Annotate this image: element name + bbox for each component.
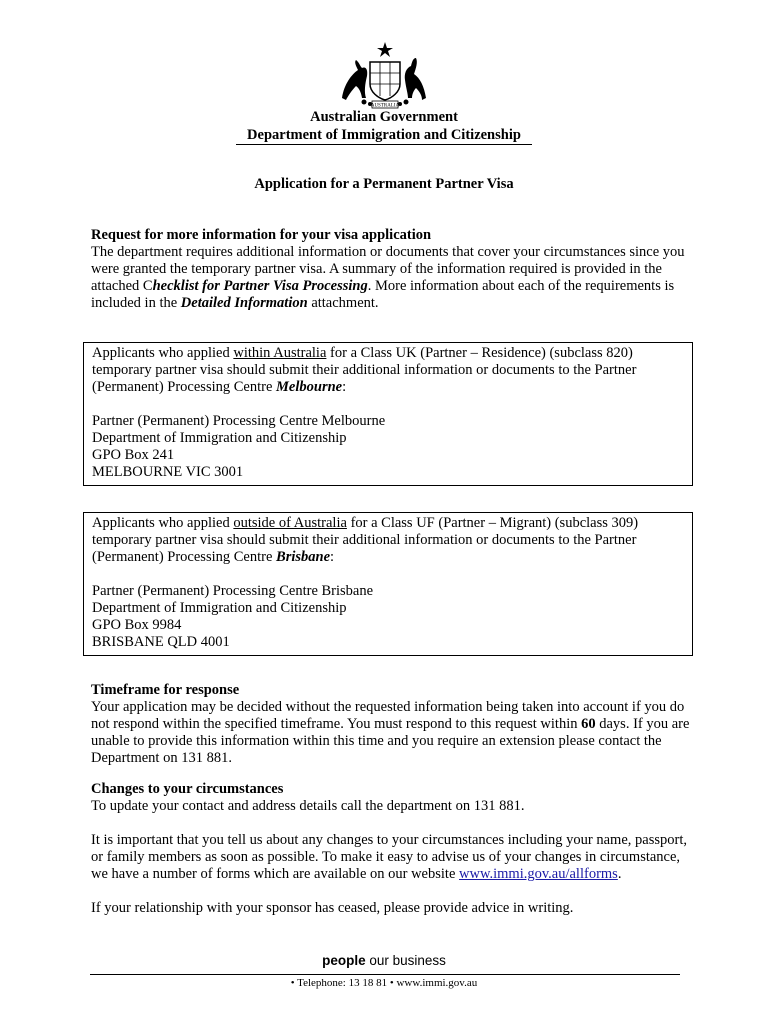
changes-heading: Changes to your circumstances xyxy=(91,781,284,797)
sponsor-ceased-paragraph: If your relationship with your sponsor has ceased, please provide advice in writing. xyxy=(91,900,574,916)
allforms-link[interactable]: www.immi.gov.au/allforms xyxy=(459,866,618,882)
government-name: Australian Government xyxy=(310,109,458,125)
timeframe-section xyxy=(91,682,691,767)
brisbane-address-line: BRISBANE QLD 4001 xyxy=(92,634,230,650)
request-section xyxy=(91,227,691,312)
melbourne-address-line: Department of Immigration and Citizenship xyxy=(92,430,347,446)
crest-motto: AUSTRALIA xyxy=(370,103,400,109)
response-days: 60 xyxy=(581,716,596,732)
changes-paragraph: It is important that you tell us about any changes to your circumstances including your name, passport, or family members as soon as possible. To make it easy to advise us of your changes in circumstance, we have a number of forms which are available on our website www.immi.gov.au/allforms. xyxy=(91,832,687,882)
brisbane-address-line: Partner (Permanent) Processing Centre Brisbane xyxy=(92,583,374,599)
brisbane-address-line: Department of Immigration and Citizenship xyxy=(92,600,347,616)
melbourne-box xyxy=(83,342,693,486)
footer-contact: • Telephone: 13 18 81 • www.immi.gov.au xyxy=(290,977,478,989)
footer-brand: people our business xyxy=(322,953,446,968)
brisbane-intro: Applicants who applied outside of Australia for a Class UF (Partner – Migrant) (subclass 309) temporary partner visa should submit their additional information or documents to the Partner (Permanent) Processing Centre Brisbane: xyxy=(92,515,639,565)
request-heading: Request for more information for your visa application xyxy=(91,227,432,243)
footer-divider xyxy=(90,974,680,975)
brisbane-address-line: GPO Box 9984 xyxy=(92,617,182,633)
melbourne-address-line: Partner (Permanent) Processing Centre Melbourne xyxy=(92,413,386,429)
melbourne-address-line: GPO Box 241 xyxy=(92,447,175,463)
changes-contact-line: To update your contact and address details call the department on 131 881. xyxy=(91,798,525,814)
document-title: Application for a Permanent Partner Visa xyxy=(254,176,514,192)
checklist-title: hecklist for Partner Visa Processing xyxy=(152,278,368,294)
coat-of-arms-icon xyxy=(334,40,436,110)
detailed-info-title: Detailed Information xyxy=(180,295,308,311)
request-paragraph: The department requires additional information or documents that cover your circumstances since you were granted the temporary partner visa. A summary of the information required is provided in the attached Checklist for Partner Visa Processing. More information about each of the requirements is included in the Detailed Information attachment. xyxy=(91,244,685,311)
timeframe-paragraph: Your application may be decided without the requested information being taken into account if you do not respond within the specified timeframe. You must respond to this request within 60 days. If you are unable to provide this information within this time and you require an extension please contact the Department on 131 881. xyxy=(91,699,690,766)
department-name: Department of Immigration and Citizenship xyxy=(247,127,521,143)
melbourne-address-line: MELBOURNE VIC 3001 xyxy=(92,464,244,480)
changes-section xyxy=(91,781,691,917)
header-divider xyxy=(236,144,532,145)
brisbane-box xyxy=(83,512,693,656)
melbourne-intro: Applicants who applied within Australia for a Class UK (Partner – Residence) (subclass 820) temporary partner visa should submit their additional information or documents to the Partner (Permanent) Processing Centre Melbourne: xyxy=(92,345,637,395)
timeframe-heading: Timeframe for response xyxy=(91,682,240,698)
